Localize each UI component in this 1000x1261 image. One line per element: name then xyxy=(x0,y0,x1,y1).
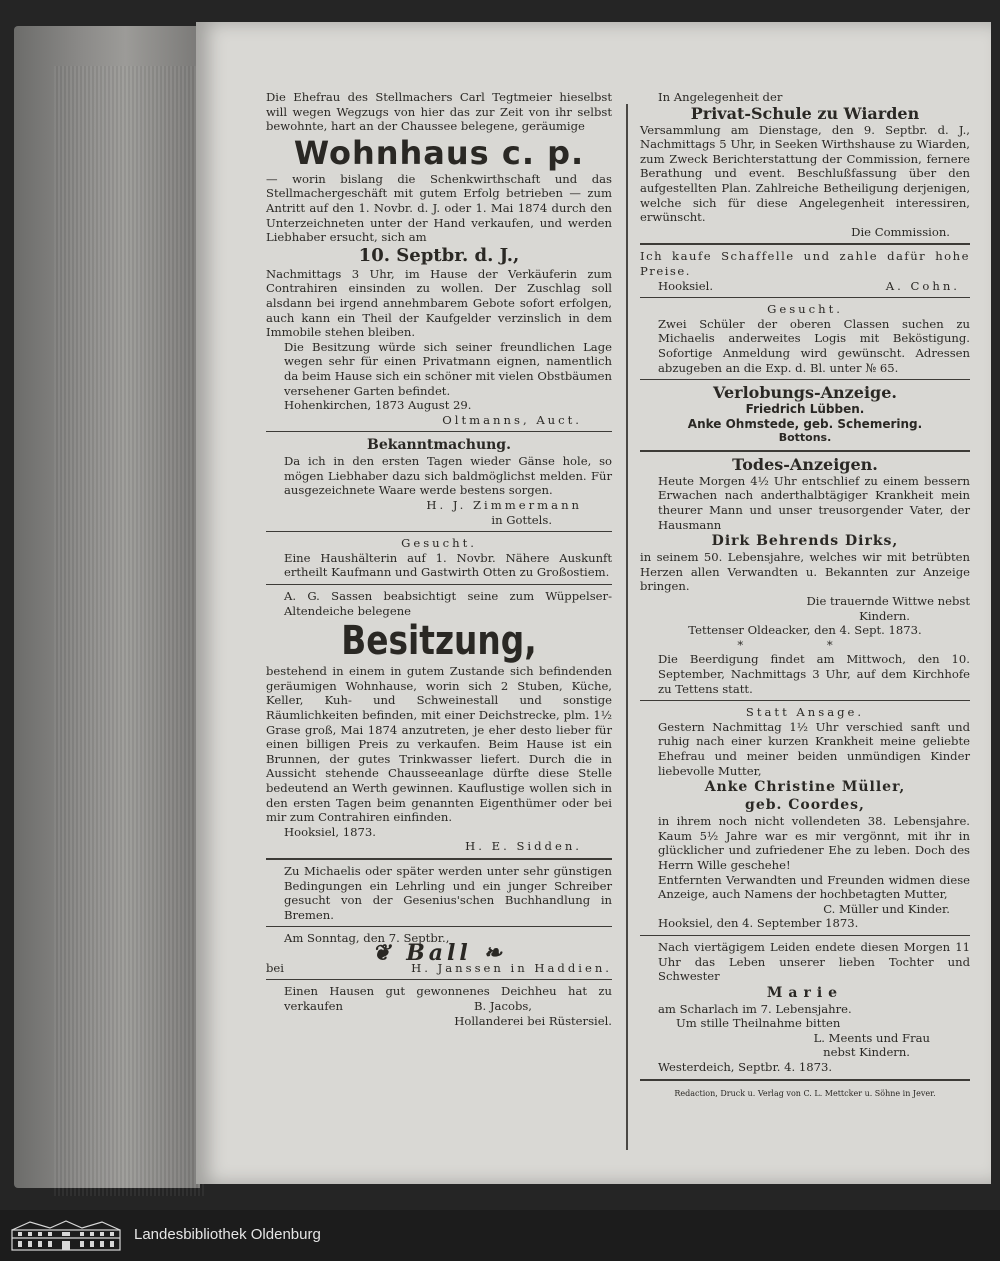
ad-lehrling xyxy=(266,864,612,922)
ad-body: Zu Michaelis oder später werden unter sehr günstigen Bedingungen ein Lehrling und ein junger Schreiber gesucht von der Gesenius'schen Buchhandlung in Bremen. xyxy=(284,863,612,922)
ad-body: Entfernten Verwandten und Freunden widmen diese Anzeige, auch Namens der hochbetagten Mutter, xyxy=(658,872,970,902)
library-name[interactable]: Landesbibliothek Oldenburg xyxy=(134,1226,321,1243)
ad-verlobung xyxy=(640,384,970,446)
ad-title: Statt Ansage. xyxy=(745,705,865,720)
ad-signature: Die Commission. xyxy=(851,224,950,239)
ad-host-line xyxy=(266,961,612,976)
divider xyxy=(266,584,612,585)
divider xyxy=(640,379,970,380)
ornament-right-icon: ❧ xyxy=(483,939,506,966)
ad-todesanzeige-marie xyxy=(640,940,970,1075)
ad-intro: Die Ehefrau des Stellmachers Carl Tegtmeier hieselbst will wegen Wegzugs von hier das zur Zeit von ihr selbst bewohnte, hart an der Chaussee belegene, geräumige xyxy=(266,90,612,134)
ad-intro: In Angelegenheit der xyxy=(658,90,783,104)
ad-place: Tettenser Oldeacker, den 4. Sept. 1873. xyxy=(688,623,922,638)
ad-signature: Die trauernde Wittwe nebst xyxy=(806,594,970,609)
ad-ball xyxy=(266,931,612,975)
ad-body: Nachmittags 3 Uhr, im Hause der Verkäuferin zum Contrahiren einsinden zu wollen. Der Zuschlag soll alsdann bei irgend annehmbarem Gebote sofort erfolgen, auch kann ein Theil der Kaufgelder verzinslich in dem Immobile stehen bleiben. xyxy=(266,266,612,340)
ad-name: Dirk Behrends Dirks, xyxy=(711,533,899,550)
ad-body: Nach viertägigem Leiden endete diesen Morgen 11 Uhr das Leben unserer lieben Tochter und Schwester xyxy=(658,939,970,984)
ad-body: Heute Morgen 4½ Uhr entschlief zu einem bessern Erwachen nach anderthalbtägiger Krankheit mein theurer Mann und unser treusorgender Vater, der Hausmann xyxy=(658,473,970,532)
ad-body: Die Besitzung würde sich seiner freundlichen Lage wegen sehr für einen Privatmann eignen, namentlich da beim Hause sich ein schöner mit vielen Obstbäumen versehener Garten befindet. xyxy=(284,339,612,398)
ad-place: Westerdeich, Septbr. 4. 1873. xyxy=(658,1060,833,1075)
ad-title: Wohnhaus c. p. xyxy=(293,133,585,172)
ad-title: Privat-Schule zu Wiarden xyxy=(690,103,920,123)
ad-note: Die Beerdigung findet am Mittwoch, den 10. September, Nachmittags 3 Uhr, auf dem Kirchhofe zu Tettens statt. xyxy=(658,652,970,696)
ad-body: Ich kaufe Schaffelle und zahle dafür hohe Preise. xyxy=(640,249,970,278)
ad-place: Hooksiel. xyxy=(658,278,714,293)
ad-gesucht xyxy=(266,536,612,580)
ad-place: Bottons. xyxy=(778,431,832,445)
ad-signature: Oltmanns, Auct. xyxy=(442,412,582,427)
divider xyxy=(266,979,612,980)
ad-name-born: geb. Coordes, xyxy=(745,797,865,814)
divider xyxy=(640,243,970,245)
ad-gesucht-schueler xyxy=(640,302,970,375)
ad-bei: bei xyxy=(266,960,284,975)
divider xyxy=(266,858,612,860)
ornament-left-icon: ❦ xyxy=(372,939,395,966)
divider xyxy=(266,431,612,432)
newspaper-page xyxy=(196,22,991,1184)
divider xyxy=(640,297,970,298)
ad-body: Um stille Theilnahme bitten xyxy=(676,1016,841,1031)
library-building-icon[interactable] xyxy=(10,1220,122,1252)
divider xyxy=(640,1079,970,1081)
ad-todesanzeige-mueller xyxy=(640,705,970,931)
imprint: Redaction, Druck u. Verlag von C. L. Mettcker u. Söhne in Jever. xyxy=(674,1088,936,1098)
ad-stars: * * xyxy=(737,637,873,652)
ad-body: Versammlung am Dienstage, den 9. Septbr. d. J., Nachmittags 5 Uhr, in Seeken Wirthshause zu Wiarden, zum Zweck Berichterstattung der Commission, fernere Berathung und event. Beschlußfassung über den aufgestellten Plan. Zahlreiche Betheiligung derjenigen, welche sich für diese Angelegenheit interessiren, erwünscht. xyxy=(640,122,970,225)
ad-signature-line xyxy=(640,279,970,294)
ad-title: Gesucht. xyxy=(401,536,477,551)
ad-body: am Scharlach im 7. Lebensjahre. xyxy=(658,1001,852,1016)
ad-signature: H. J. Zimmermann xyxy=(426,498,582,513)
ad-place: Hooksiel, den 4. September 1873. xyxy=(658,916,859,931)
ad-body: in seinem 50. Lebensjahre, welches wir mit betrübten Herzen allen Verwandten u. Bekannten zur Anzeige bringen. xyxy=(640,550,970,594)
ad-signature: L. Meents und Frau xyxy=(813,1030,930,1045)
ad-body: Da ich in den ersten Tagen wieder Gänse hole, so mögen Liebhaber dazu sich baldmöglichst melden. Für ausgezeichnete Waare werde bestens sorgen. xyxy=(284,454,612,498)
divider xyxy=(640,935,970,936)
ad-title: Bekanntmachung. xyxy=(367,437,511,454)
page-edge-texture xyxy=(54,66,204,1196)
ad-body: in ihrem noch nicht vollendeten 38. Lebensjahre. Kaum 5½ Jahre war es mir vergönnt, mit ihr in glücklicher und zufriedener Ehe zu leben. Doch des Herrn Wille geschehe! xyxy=(658,814,970,872)
ad-body: Zwei Schüler der oberen Classen suchen zu Michaelis anderweites Logis mit Beköstigung. Sofortige Anmeldung wird gewünscht. Adressen abzugeben an die Exp. d. Bl. unter № 65. xyxy=(658,316,970,375)
divider xyxy=(640,450,970,452)
ad-privatschule xyxy=(640,90,970,239)
ad-body: Gestern Nachmittag 1½ Uhr verschied sanft und ruhig nach einer kurzen Krankheit meine geliebte Ehefrau und meiner beiden unmündigen Kinder liebevolle Mutter, xyxy=(658,719,970,778)
left-column xyxy=(266,90,612,1032)
ad-signature: C. Müller und Kinder. xyxy=(823,901,950,916)
divider xyxy=(640,700,970,701)
ad-name: Friedrich Lübben. xyxy=(745,402,865,417)
ad-place: Hooksiel, 1873. xyxy=(284,824,376,839)
ad-signature-place: in Gottels. xyxy=(491,512,552,527)
ad-name: Marie xyxy=(766,984,844,1001)
ad-signature: B. Jacobs, xyxy=(474,999,532,1014)
ad-todesanzeige-dirks xyxy=(640,456,970,696)
ad-title xyxy=(266,939,612,966)
ad-host: H. Janssen in Haddien. xyxy=(411,960,612,975)
ad-signature-place: Hollanderei bei Rüstersiel. xyxy=(454,1013,612,1028)
ball-title: Ball xyxy=(406,939,472,966)
ad-signature: Kindern. xyxy=(859,608,910,623)
divider xyxy=(266,926,612,927)
ad-date: Am Sonntag, den 7. Septbr., xyxy=(284,931,450,946)
footer-bar xyxy=(0,1210,1000,1261)
ad-body: bestehend in einem in gutem Zustande sich befindenden geräumigen Wohnhause, worin sich 2 Stuben, Küche, Keller, Kuh- und Schweinestall und sonstige Räumlichkeiten befinden, mit einer Deichstrecke, plm. 1½ Grase groß, Mai 1874 anzutreten, je eher desto lieber für einen billigen Preis zu verkaufen. Beim Hause ist ein Brunnen, der gutes Trinkwasser liefert. Durch die in Aussicht stehende Chausseeanlage dürfte diese Stelle bedeutend an Werth gewinnen. Kauflustige wollen sich in den ersten Tagen beim genannten Eigenthümer oder bei mir zum Contrahiren einfinden. xyxy=(266,664,612,825)
ad-signature: H. E. Sidden. xyxy=(465,839,582,854)
book-page-edges xyxy=(14,26,200,1188)
divider xyxy=(266,531,612,532)
ad-date: 10. Septbr. d. J., xyxy=(358,244,520,266)
ad-title: Besitzung, xyxy=(341,618,537,665)
ad-place: Hohenkirchen, 1873 August 29. xyxy=(284,398,472,413)
ad-body: — worin bislang die Schenkwirthschaft und das Stellmachergeschäft mit gutem Erfolg betrieben — zum Antritt auf den 1. Novbr. d. J. oder 1. Mai 1874 durch den Unterzeichneten unter der Hand verkaufen, und werden Liebhaber ersucht, sich am xyxy=(266,171,612,245)
ad-title: Gesucht. xyxy=(767,302,843,317)
ad-intro: A. G. Sassen beabsichtigt seine zum Wüppelser-Altendeiche belegene xyxy=(284,589,612,618)
right-column xyxy=(640,90,970,1099)
ad-title: Todes-Anzeigen. xyxy=(732,454,878,474)
ad-title: Verlobungs-Anzeige. xyxy=(713,383,897,403)
ad-signature: nebst Kindern. xyxy=(823,1045,910,1060)
ad-signature: A. Cohn. xyxy=(885,278,960,293)
ad-body: Einen Hausen gut gewonnenes Deichheu hat zu verkaufen xyxy=(284,984,612,1013)
column-divider xyxy=(626,104,628,1150)
ad-wohnhaus xyxy=(266,90,612,427)
ad-deichheu xyxy=(266,984,612,1028)
ad-body: Eine Haushälterin auf 1. Novbr. Nähere Auskunft ertheilt Kaufmann und Gastwirth Otten zu Großostiem. xyxy=(284,550,612,580)
ad-besitzung xyxy=(266,589,612,854)
ad-name: Anke Ohmstede, geb. Schemering. xyxy=(687,416,923,431)
ad-bekanntmachung xyxy=(266,436,612,527)
ad-schaffelle xyxy=(640,249,970,293)
ad-name: Anke Christine Müller, xyxy=(704,779,906,796)
